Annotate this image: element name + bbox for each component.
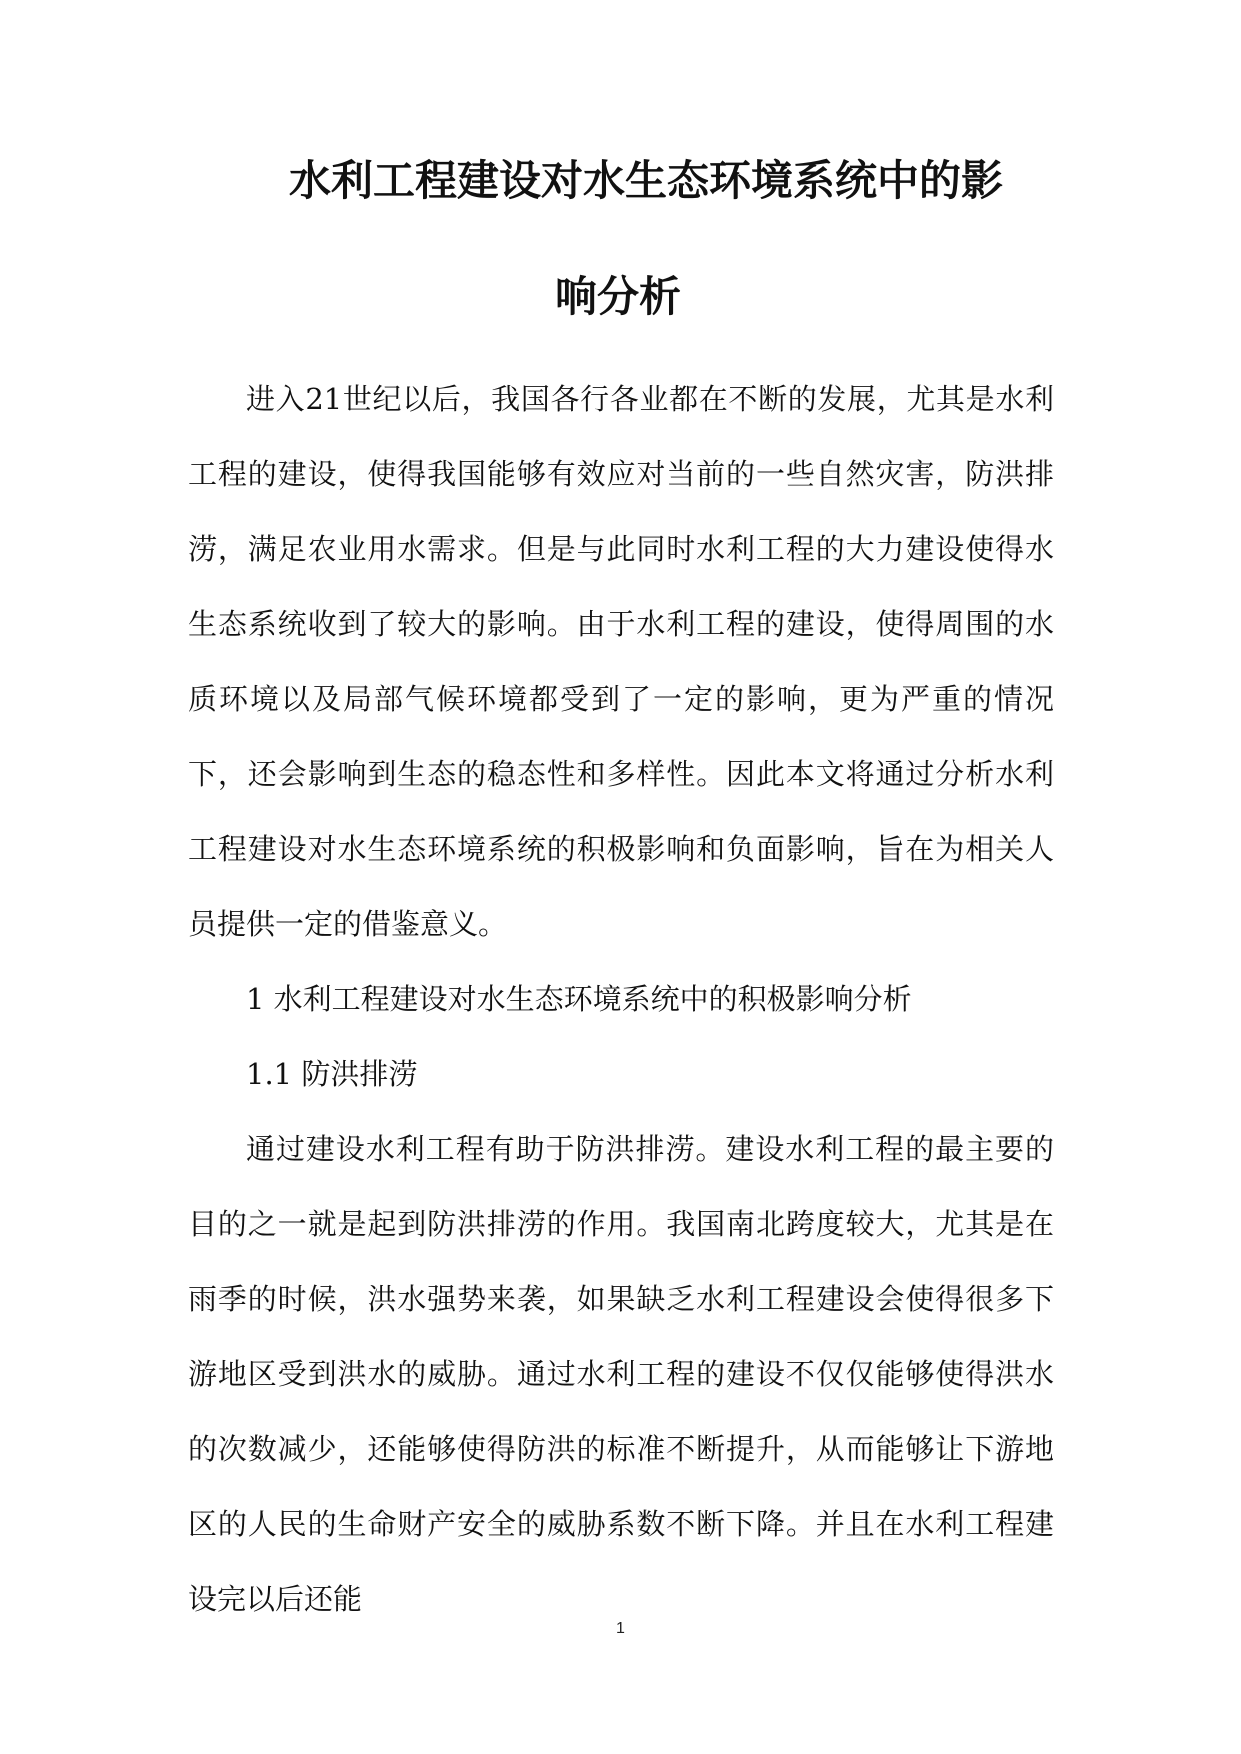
document-title-line-2: 响分析 (555, 272, 682, 321)
page-number: 1 (616, 1620, 625, 1637)
document-title-line-1: 水利工程建设对水生态环境系统中的影 (289, 156, 1004, 205)
flood-control-paragraph: 通过建设水利工程有助于防洪排涝。建设水利工程的最主要的目的之一就是起到防洪排涝的作用。我国南北跨度较大，尤其是在雨季的时候，洪水强势来袭，如果缺乏水利工程建设会使得很多下游地区受到洪水的威胁。通过水利工程的建设不仅仅能够使得洪水的次数减少，还能够使得防洪的标准不断提升，从而能够让下游地区的人民的生命财产安全的威胁系数不断下降。并且在水利工程建设完以后还能 (188, 1132, 1054, 1616)
intro-paragraph: 进入21世纪以后，我国各行各业都在不断的发展，尤其是水利工程的建设，使得我国能够有效应对当前的一些自然灾害，防洪排涝，满足农业用水需求。但是与此同时水利工程的大力建设使得水生态系统收到了较大的影响。由于水利工程的建设，使得周围的水质环境以及局部气候环境都受到了一定的影响，更为严重的情况下，还会影响到生态的稳态性和多样性。因此本文将通过分析水利工程建设对水生态环境系统的积极影响和负面影响，旨在为相关人员提供一定的借鉴意义。 (188, 382, 1054, 941)
section-heading-1: 1 水利工程建设对水生态环境系统中的积极影响分析 (246, 982, 912, 1016)
subsection-heading-1-1: 1.1 防洪排涝 (246, 1057, 418, 1091)
